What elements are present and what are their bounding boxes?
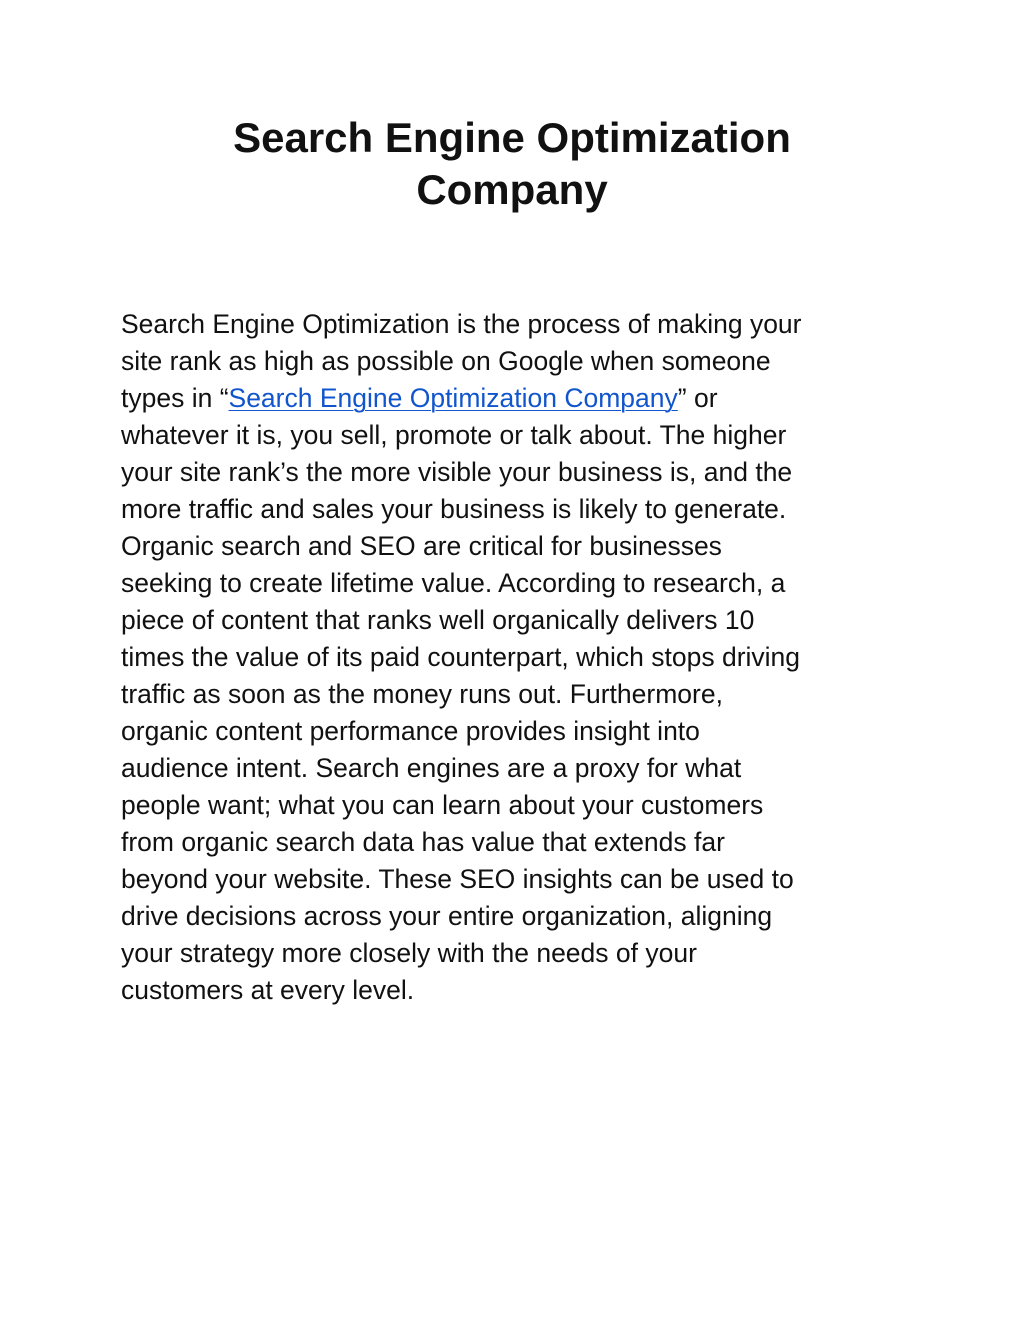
paragraph-line: site rank as high as possible on Google when someone <box>121 346 771 376</box>
paragraph-line: whatever it is, you sell, promote or talk about. The higher <box>121 420 787 450</box>
title-line-2: Company <box>416 166 608 213</box>
paragraph-line: your strategy more closely with the needs of your <box>121 938 697 968</box>
paragraph-line: Organic search and SEO are critical for businesses <box>121 531 722 561</box>
page-title <box>0 112 1024 216</box>
paragraph-line: more traffic and sales your business is likely to generate. <box>121 494 787 524</box>
paragraph-line: audience intent. Search engines are a proxy for what <box>121 753 742 783</box>
paragraph-line: your site rank’s the more visible your business is, and the <box>121 457 793 487</box>
paragraph-line: traffic as soon as the money runs out. Furthermore, <box>121 679 723 709</box>
paragraph-line: beyond your website. These SEO insights can be used to <box>121 864 794 894</box>
body-paragraph <box>121 306 911 1009</box>
paragraph-line: people want; what you can learn about your customers <box>121 790 764 820</box>
paragraph-line: customers at every level. <box>121 975 415 1005</box>
title-line-1: Search Engine Optimization <box>233 114 791 161</box>
link-prefix-text: types in “ <box>121 383 229 413</box>
paragraph-line: times the value of its paid counterpart, which stops driving <box>121 642 801 672</box>
paragraph-line: Search Engine Optimization is the process of making your <box>121 309 802 339</box>
paragraph-line: seeking to create lifetime value. According to research, a <box>121 568 786 598</box>
paragraph-line: organic content performance provides insight into <box>121 716 700 746</box>
paragraph-line-with-link <box>121 380 911 417</box>
paragraph-line: piece of content that ranks well organically delivers 10 <box>121 605 755 635</box>
paragraph-line: from organic search data has value that extends far <box>121 827 725 857</box>
paragraph-line: drive decisions across your entire organization, aligning <box>121 901 773 931</box>
link-suffix-text: ” or <box>677 383 718 413</box>
seo-company-link[interactable]: Search Engine Optimization Company <box>228 383 678 413</box>
